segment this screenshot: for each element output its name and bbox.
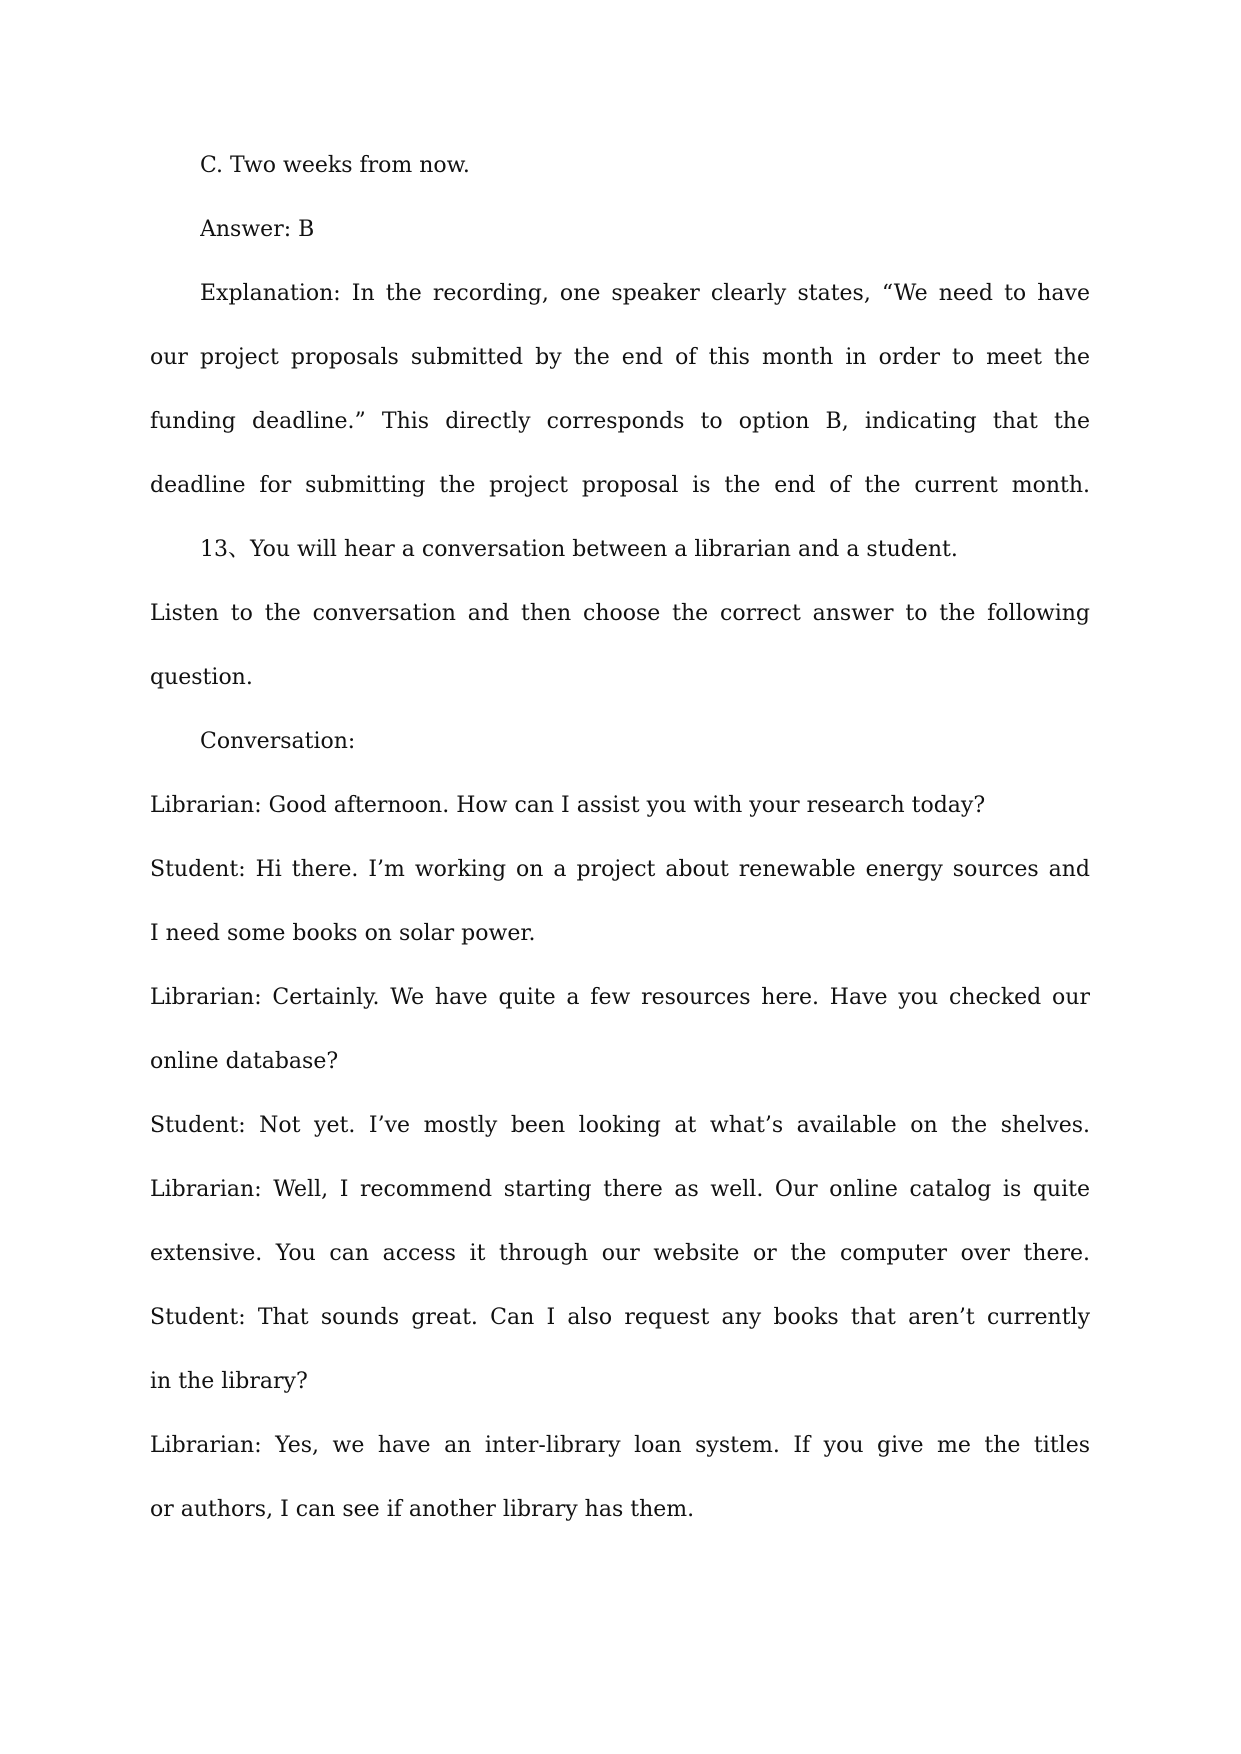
dialogue-line: in the library? bbox=[150, 1369, 308, 1394]
dialogue-line: Librarian: Good afternoon. How can I assist you with your research today? bbox=[150, 793, 986, 818]
dialogue-line: I need some books on solar power. bbox=[150, 921, 536, 946]
dialogue-line: Librarian: Yes, we have an inter-library loan system. If you give me the titles bbox=[150, 1433, 1090, 1458]
option-c-text: C. Two weeks from now. bbox=[200, 153, 470, 178]
explanation-line-4: deadline for submitting the project proposal is the end of the current month. bbox=[150, 473, 1090, 498]
dialogue-line: Student: Not yet. I’ve mostly been looking at what’s available on the shelves. bbox=[150, 1113, 1090, 1138]
conversation-heading: Conversation: bbox=[200, 729, 356, 754]
explanation-line-2: our project proposals submitted by the end of this month in order to meet the bbox=[150, 345, 1090, 370]
dialogue-line: online database? bbox=[150, 1049, 339, 1074]
dialogue-line: Librarian: Certainly. We have quite a few resources here. Have you checked our bbox=[150, 985, 1090, 1010]
explanation-line-3: funding deadline.” This directly corresponds to option B, indicating that the bbox=[150, 409, 1090, 434]
dialogue-line: extensive. You can access it through our website or the computer over there. bbox=[150, 1241, 1090, 1266]
dialogue-line: or authors, I can see if another library has them. bbox=[150, 1497, 695, 1522]
dialogue-line: Librarian: Well, I recommend starting there as well. Our online catalog is quite bbox=[150, 1177, 1090, 1202]
question-13-intro-line-1: 13、You will hear a conversation between a librarian and a student. bbox=[200, 537, 958, 562]
dialogue-line: Student: Hi there. I’m working on a project about renewable energy sources and bbox=[150, 857, 1090, 882]
question-13-intro-line-2: Listen to the conversation and then choose the correct answer to the following bbox=[150, 601, 1090, 626]
explanation-line-1: Explanation: In the recording, one speaker clearly states, “We need to have bbox=[200, 281, 1090, 306]
question-13-intro-line-3: question. bbox=[150, 665, 253, 690]
dialogue-line: Student: That sounds great. Can I also request any books that aren’t currently bbox=[150, 1305, 1090, 1330]
answer-text: Answer: B bbox=[200, 217, 315, 242]
